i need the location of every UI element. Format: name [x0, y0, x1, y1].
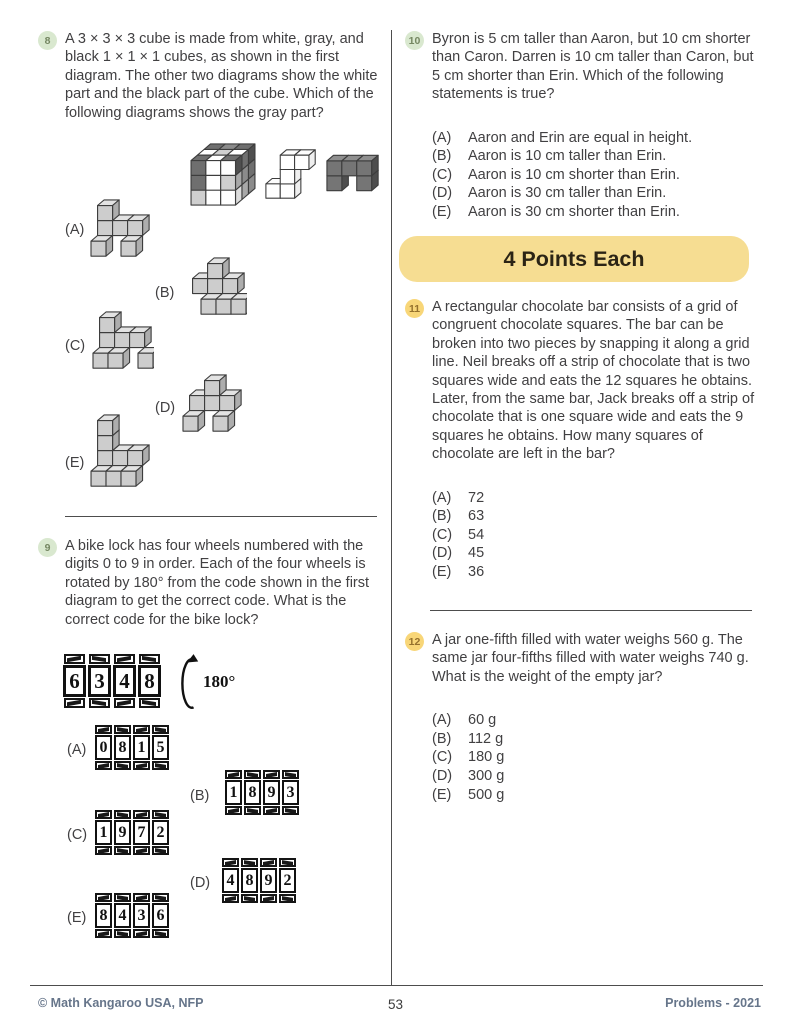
partial-digit-above: [89, 654, 110, 664]
lock-digit: 3: [137, 906, 146, 924]
option-row: [432, 730, 757, 749]
question-number-badge: [405, 31, 424, 50]
option-label: (B): [432, 148, 452, 165]
option-label: (A): [432, 712, 452, 729]
question-9: [38, 537, 384, 629]
lock-digit: 8: [118, 738, 127, 756]
lock-digit: 5: [156, 738, 165, 756]
option-label: (D): [432, 545, 453, 562]
q9-option-c-lock-diagram: [95, 810, 169, 855]
option-row: [432, 489, 757, 508]
option-row: [432, 166, 757, 185]
question-text: A rectangular chocolate bar consists of a grid of congruent chocolate squares. The bar can be broken into two pieces by snapping it along a grid line. Neil breaks off a strip of chocolate that is two squares wide and eats the 12 squares he obtains. Later, from the same bar, Jack breaks off a strip of chocolate that is one square wide and eats the 9 squares he obtains. How many squares of chocolate are left in the bar?: [432, 299, 755, 463]
lock-digit: 6: [69, 668, 80, 693]
points-banner-label: 4 Points Each: [503, 246, 645, 271]
option-row: [432, 203, 757, 222]
partial-digit-below: [114, 698, 135, 708]
lock-digit: 6: [156, 906, 165, 924]
option-label: (A): [67, 742, 87, 758]
option-label: (D): [155, 400, 176, 416]
option-text: 63: [468, 508, 485, 525]
lock-wheel: [88, 654, 111, 708]
option-label: (E): [65, 455, 85, 471]
question-number: 12: [408, 635, 421, 648]
column-divider: [391, 30, 392, 986]
lock-digit: 8: [245, 871, 254, 889]
question-text: Byron is 5 cm taller than Aaron, but 10 cm shorter than Caron. Darren is 10 cm taller than Caron, but 5 cm shorter than Erin. Which of the following statements is true?: [432, 31, 754, 103]
option-text: 180 g: [468, 749, 505, 766]
points-section-banner: [399, 236, 749, 282]
lock-digit: 9: [118, 823, 127, 841]
lock-digit: 2: [283, 871, 292, 889]
option-label: (B): [155, 285, 175, 301]
option-label: (E): [432, 786, 452, 803]
question-number: 8: [44, 34, 51, 47]
option-text: Aaron and Erin are equal in height.: [468, 129, 693, 146]
option-label: (A): [432, 129, 452, 146]
q8-option-c-cubes-diagram: [92, 310, 154, 370]
partial-digit-below: [89, 698, 110, 708]
question-11: [405, 298, 757, 582]
option-text: 500 g: [468, 786, 505, 803]
lock-wheel: [113, 654, 136, 708]
partial-digit-above: [139, 654, 160, 664]
bike-lock-code-diagram: [63, 654, 161, 708]
question-text: A jar one-fifth filled with water weighs 560 g. The same jar four-fifths filled with water weighs 740 g. What is the weight of the empty jar?: [432, 632, 749, 685]
question-number: 9: [44, 541, 51, 554]
options-list: [432, 489, 757, 582]
q8-option-a-cubes-diagram: [90, 198, 152, 258]
lock-digit: 3: [286, 783, 295, 801]
question-separator: [65, 516, 377, 517]
q8-option-d-cubes-diagram: [182, 373, 244, 433]
partial-digit-above: [114, 654, 135, 664]
q9-option-e-lock-diagram: [95, 893, 169, 938]
option-text: 45: [468, 545, 485, 562]
option-row: [432, 129, 757, 148]
lock-digit: 7: [137, 823, 146, 841]
options-list: [432, 129, 757, 222]
q8-option-e-cubes-diagram: [90, 414, 152, 488]
option-label: (D): [190, 875, 211, 891]
footer-page-number: 53: [387, 997, 404, 1012]
lock-digit: 1: [229, 783, 238, 801]
option-text: 300 g: [468, 768, 505, 784]
lock-digit: 8: [99, 906, 108, 924]
option-row: [432, 767, 757, 786]
right-column: [405, 30, 757, 960]
option-row: [432, 748, 757, 767]
option-label: (A): [432, 489, 452, 506]
question-text: A bike lock has four wheels numbered with the digits 0 to 9 in order. Each of the four wheels is rotated by 180° from the code shown in the first diagram to get the correct code. What is the correct code for the bike lock?: [65, 538, 370, 628]
partial-digit-below: [139, 698, 160, 708]
question-number-badge: [38, 538, 57, 557]
lock-wheel: [138, 654, 161, 708]
option-text: 112 g: [468, 730, 504, 747]
option-row: [432, 711, 757, 730]
question-number-badge: [405, 299, 424, 318]
rotation-180-icon: [173, 654, 201, 712]
option-text: 72: [468, 489, 485, 506]
option-label: (B): [432, 730, 452, 747]
option-label: (C): [432, 526, 453, 543]
question-text: A 3 × 3 × 3 cube is made from white, gray, and black 1 × 1 × 1 cubes, as shown in the first diagram. The other two diagrams show the white part and the black part of the cube. Which of the following diagrams shows the gray part?: [65, 31, 378, 121]
option-row: [432, 147, 757, 166]
option-text: 54: [468, 526, 485, 543]
option-label: (C): [432, 166, 453, 183]
cube-full-diagram: [190, 143, 256, 206]
footer-rule: [30, 985, 763, 986]
lock-digit: 4: [226, 871, 235, 889]
q9-option-b-lock-diagram: [225, 770, 299, 815]
option-text: Aaron is 10 cm shorter than Erin.: [468, 166, 680, 183]
footer-edition: Problems - 2021: [665, 996, 761, 1010]
option-label: (C): [67, 827, 88, 843]
question-12: [405, 631, 757, 804]
cube-black-part-diagram: [326, 153, 380, 193]
option-label: (C): [65, 338, 86, 354]
option-label: (D): [432, 185, 453, 202]
option-label: (E): [432, 204, 452, 220]
option-text: Aaron is 30 cm shorter than Erin.: [468, 204, 680, 220]
cube-white-part-diagram: [265, 147, 317, 201]
question-10: [405, 30, 757, 222]
lock-digit: 1: [99, 823, 108, 841]
q8-option-b-cubes-diagram: [185, 256, 247, 316]
question-number: 11: [408, 302, 421, 315]
option-text: 36: [468, 564, 485, 581]
option-label: (A): [65, 222, 85, 238]
option-row: [432, 563, 757, 582]
option-label: (C): [432, 749, 453, 766]
footer: [0, 994, 791, 1018]
lock-digit: 3: [94, 668, 105, 693]
q8-reference-diagrams: [190, 143, 380, 206]
option-label: (D): [432, 768, 453, 784]
left-column: [38, 30, 384, 960]
question-8: [38, 30, 384, 122]
lock-wheel: [63, 654, 86, 708]
option-label: (B): [190, 788, 210, 804]
lock-digit: 1: [137, 738, 146, 756]
lock-digit: 8: [144, 668, 155, 693]
option-label: (E): [67, 910, 87, 926]
lock-digit: 9: [267, 783, 276, 801]
question-number-badge: [38, 31, 57, 50]
option-text: Aaron is 30 cm taller than Erin.: [468, 185, 667, 202]
option-text: Aaron is 10 cm taller than Erin.: [468, 148, 667, 165]
lock-digit: 0: [99, 738, 108, 756]
option-row: [432, 184, 757, 203]
partial-digit-below: [64, 698, 85, 708]
question-separator: [430, 610, 752, 611]
options-list: [432, 711, 757, 804]
option-row: [432, 526, 757, 545]
option-row: [432, 507, 757, 526]
footer-copyright: © Math Kangaroo USA, NFP: [38, 996, 204, 1010]
option-text: 60 g: [468, 712, 497, 729]
q9-option-a-lock-diagram: [95, 725, 169, 770]
option-row: [432, 544, 757, 563]
option-label: (E): [432, 564, 452, 581]
lock-digit: 4: [118, 906, 127, 924]
lock-digit: 4: [119, 668, 130, 693]
q9-option-d-lock-diagram: [222, 858, 296, 903]
rotation-angle-label: 180°: [203, 672, 236, 691]
partial-digit-above: [64, 654, 85, 664]
question-number: 10: [408, 34, 421, 47]
lock-digit: 2: [156, 823, 165, 841]
question-number-badge: [405, 632, 424, 651]
option-label: (B): [432, 508, 452, 525]
option-row: [432, 786, 757, 805]
lock-digit: 9: [264, 871, 273, 889]
lock-digit: 8: [248, 783, 257, 801]
